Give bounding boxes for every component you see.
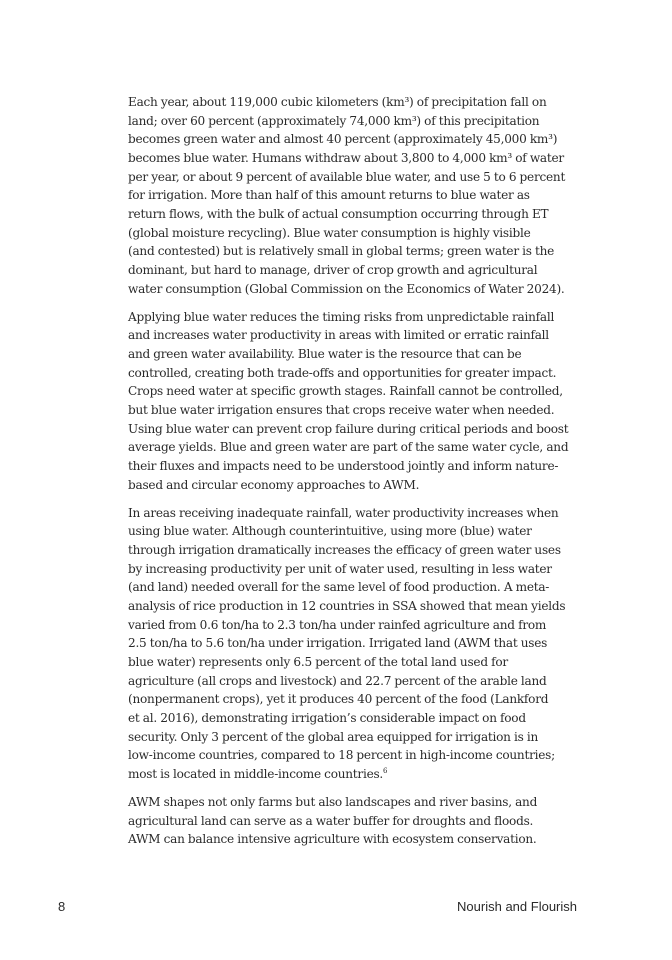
text-line: 2.5 ton/ha to 5.6 ton/ha under irrigation. Irrigated land (AWM that uses (128, 636, 548, 651)
text-line: average yields. Blue and green water are part of the same water cycle, and (128, 440, 569, 455)
text-line: using blue water. Although counterintuitive, using more (blue) water (128, 524, 532, 539)
text-line: (and land) needed overall for the same level of food production. A meta- (128, 580, 550, 595)
text-line: Using blue water can prevent crop failure during critical periods and boost (128, 421, 569, 436)
text-line: their fluxes and impacts need to be understood jointly and inform nature- (128, 458, 559, 473)
body-text (128, 93, 580, 859)
text-line: and increases water productivity in areas with limited or erratic rainfall (128, 328, 549, 343)
text-line: dominant, but hard to manage, driver of crop growth and agricultural (128, 262, 538, 277)
paragraph-water-productivity (128, 504, 580, 784)
text-line: and green water availability. Blue water is the resource that can be (128, 347, 522, 362)
text-line: blue water) represents only 6.5 percent of the total land used for (128, 655, 508, 670)
text-line: per year, or about 9 percent of available blue water, and use 5 to 6 percent (128, 169, 566, 184)
text-line: analysis of rice production in 12 countries in SSA showed that mean yields (128, 599, 566, 614)
paragraph-water-cycle (128, 93, 580, 298)
text-line: through irrigation dramatically increases the efficacy of green water uses (128, 543, 561, 558)
text-line: Each year, about 119,000 cubic kilometers (km³) of precipitation fall on (128, 95, 547, 109)
text-line: agricultural land can serve as a water buffer for droughts and floods. (128, 813, 534, 828)
text-line: most is located in middle-income countries. (128, 766, 384, 781)
text-line: land; over 60 percent (approximately 74,000 km³) of this precipitation (128, 113, 540, 128)
paragraph-blue-water (128, 308, 580, 495)
text-line: Applying blue water reduces the timing risks from unpredictable rainfall (128, 309, 555, 324)
text-line: for irrigation. More than half of this amount returns to blue water as (128, 188, 530, 203)
text-line: agriculture (all crops and livestock) and 22.7 percent of the arable land (128, 673, 547, 688)
text-line-with-footnote (128, 765, 580, 784)
page-number: 8 (58, 899, 66, 914)
text-line: AWM shapes not only farms but also landscapes and river basins, and (128, 795, 538, 810)
text-line: becomes blue water. Humans withdraw about 3,800 to 4,000 km³ of water (128, 150, 564, 165)
text-line: controlled, creating both trade-offs and opportunities for greater impact. (128, 365, 557, 380)
text-line: by increasing productivity per unit of water used, resulting in less water (128, 561, 552, 576)
text-line: (and contested) but is relatively small in global terms; green water is the (128, 244, 555, 259)
paragraph-awm-landscapes (128, 793, 580, 849)
text-line: varied from 0.6 ton/ha to 2.3 ton/ha under rainfed agriculture and from (128, 617, 547, 632)
text-line: low-income countries, compared to 18 percent in high-income countries; (128, 748, 555, 763)
text-line: but blue water irrigation ensures that crops receive water when needed. (128, 403, 555, 417)
text-line: Crops need water at specific growth stages. Rainfall cannot be controlled, (128, 384, 563, 399)
text-line: becomes green water and almost 40 percent (approximately 45,000 km³) (128, 132, 558, 147)
text-line: based and circular economy approaches to AWM. (128, 477, 420, 492)
text-line: (nonpermanent crops), yet it produces 40 percent of the food (Lankford (128, 692, 549, 707)
text-line: return flows, with the bulk of actual consumption occurring through ET (128, 206, 549, 221)
running-title: Nourish and Flourish (457, 899, 577, 914)
text-line: (global moisture recycling). Blue water consumption is highly visible (128, 225, 531, 240)
text-line: security. Only 3 percent of the global area equipped for irrigation is in (128, 729, 539, 744)
text-line: In areas receiving inadequate rainfall, water productivity increases when (128, 505, 559, 520)
text-line: AWM can balance intensive agriculture with ecosystem conservation. (128, 832, 537, 847)
footnote-reference[interactable]: 6 (383, 766, 388, 775)
text-line: water consumption (Global Commission on the Economics of Water 2024). (128, 281, 565, 296)
text-line: et al. 2016), demonstrating irrigation’s considerable impact on food (128, 711, 526, 725)
page-footer (58, 899, 577, 917)
